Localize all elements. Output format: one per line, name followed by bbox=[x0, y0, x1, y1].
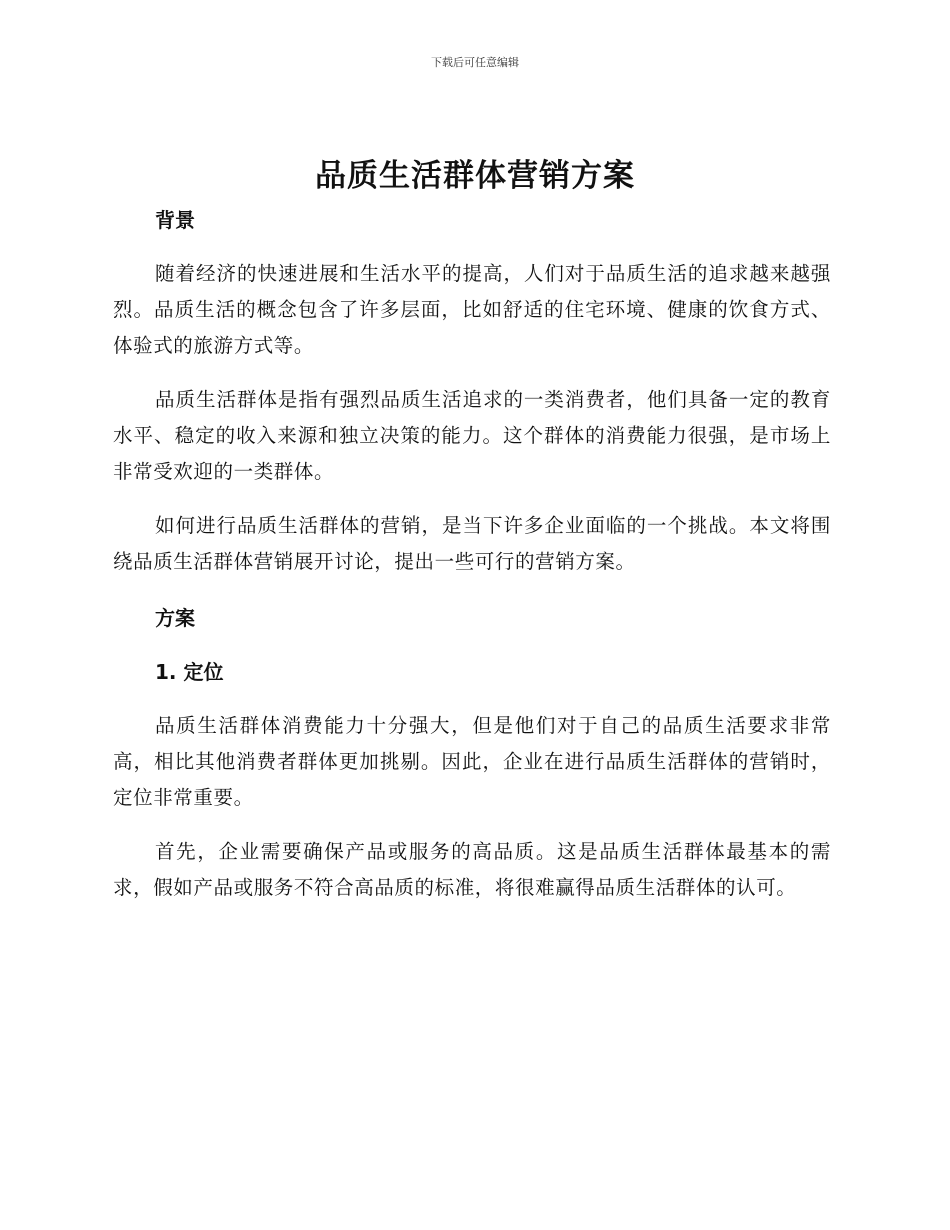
paragraph: 品质生活群体是指有强烈品质生活追求的一类消费者，他们具备一定的教育水平、稳定的收入来源和独立决策的能力。这个群体的消费能力很强，是市场上非常受欢迎的一类群体。 bbox=[113, 388, 831, 483]
paragraph: 首先，企业需要确保产品或服务的高品质。这是品质生活群体最基本的需求，假如产品或服务不符合高品质的标准，将很难赢得品质生活群体的认可。 bbox=[113, 840, 831, 899]
document-title: 品质生活群体营销方案 bbox=[315, 158, 635, 194]
page-header: 下载后可任意编辑 bbox=[431, 56, 519, 69]
paragraph: 随着经济的快速进展和生活水平的提高，人们对于品质生活的追求越来越强烈。品质生活的概念包含了许多层面，比如舒适的住宅环境、健康的饮食方式、体验式的旅游方式等。 bbox=[113, 262, 831, 357]
section-heading-background: 背景 bbox=[155, 208, 195, 232]
subsection-heading-positioning: 1. 定位 bbox=[155, 660, 224, 684]
paragraph: 品质生活群体消费能力十分强大，但是他们对于自己的品质生活要求非常高，相比其他消费者群体更加挑剔。因此，企业在进行品质生活群体的营销时，定位非常重要。 bbox=[113, 714, 831, 809]
paragraph: 如何进行品质生活群体的营销，是当下许多企业面临的一个挑战。本文将围绕品质生活群体营销展开讨论，提出一些可行的营销方案。 bbox=[113, 514, 831, 573]
document-body bbox=[113, 200, 831, 906]
section-heading-plan: 方案 bbox=[155, 606, 195, 630]
